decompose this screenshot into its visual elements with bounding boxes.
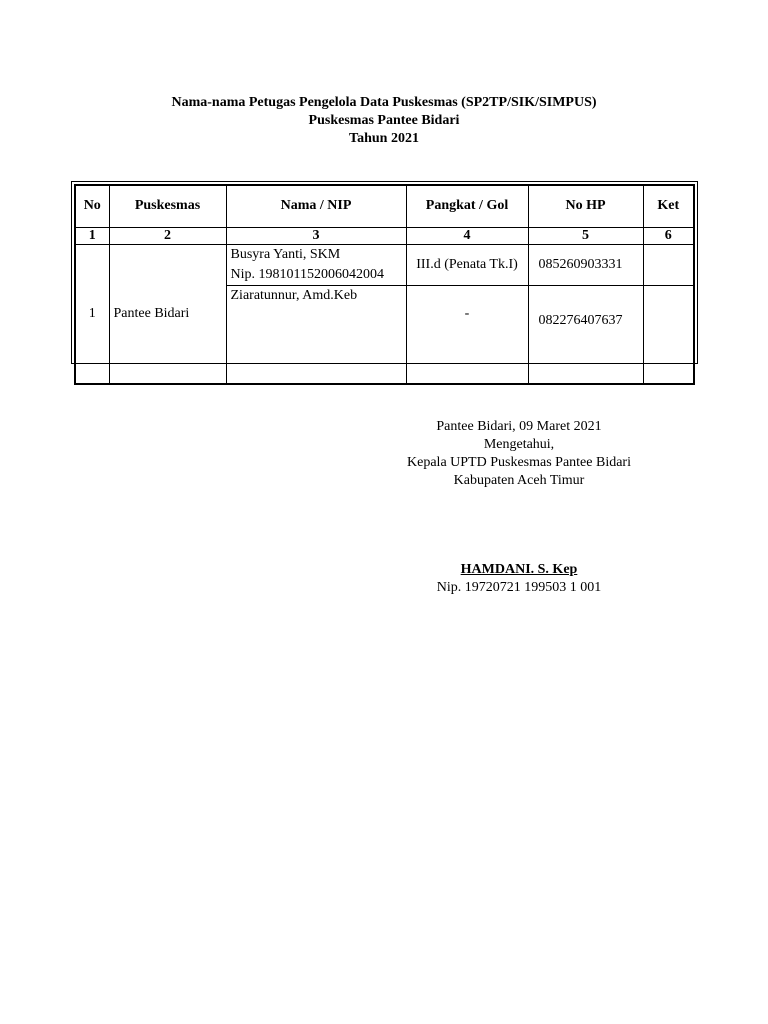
acknowledged-label: Mengetahui, <box>483 437 555 452</box>
row-puskesmas: Pantee Bidari <box>109 244 226 384</box>
signature-block <box>360 418 678 490</box>
signer-nip: Nip. 19720721 199503 1 001 <box>436 580 602 595</box>
staff-table-frame <box>71 181 698 364</box>
signer-position: Kepala UPTD Puskesmas Pantee Bidari <box>407 455 631 470</box>
staff-table <box>74 184 695 385</box>
column-number-row <box>75 227 694 244</box>
title-line-2: Puskesmas Pantee Bidari <box>308 113 460 128</box>
header-no: No <box>75 185 109 227</box>
staff-2-pangkat: - <box>406 285 528 384</box>
table-row <box>75 244 694 285</box>
header-pangkat-gol: Pangkat / Gol <box>406 185 528 227</box>
column-number: 6 <box>643 227 694 244</box>
header-ket: Ket <box>643 185 694 227</box>
staff-2-ket <box>643 285 694 384</box>
column-number: 2 <box>109 227 226 244</box>
signer-identity <box>360 561 678 597</box>
staff-1-hp: 085260903331 <box>528 244 643 285</box>
column-number: 3 <box>226 227 406 244</box>
column-number: 1 <box>75 227 109 244</box>
column-number: 4 <box>406 227 528 244</box>
staff-1-pangkat: III.d (Penata Tk.I) <box>406 244 528 285</box>
row-no: 1 <box>75 244 109 384</box>
staff-2-hp: 082276407637 <box>528 285 643 384</box>
signer-region: Kabupaten Aceh Timur <box>453 473 585 488</box>
title-line-1: Nama-nama Petugas Pengelola Data Puskesmas (SP2TP/SIK/SIMPUS) <box>171 95 597 110</box>
staff-1-nama: Busyra Yanti, SKM <box>230 246 341 262</box>
column-number: 5 <box>528 227 643 244</box>
document-title <box>0 94 768 148</box>
staff-1-ket <box>643 244 694 285</box>
signer-name: HAMDANI. S. Kep <box>460 562 578 577</box>
table-header-row <box>75 185 694 227</box>
header-nama-nip: Nama / NIP <box>226 185 406 227</box>
title-line-3: Tahun 2021 <box>349 131 419 146</box>
header-no-hp: No HP <box>528 185 643 227</box>
staff-1-nama-nip <box>226 244 406 285</box>
staff-1-nip: Nip. 198101152006042004 <box>230 266 384 282</box>
staff-2-nama: Ziaratunnur, Amd.Keb <box>226 285 406 384</box>
header-puskesmas: Puskesmas <box>109 185 226 227</box>
place-date: Pantee Bidari, 09 Maret 2021 <box>436 419 602 434</box>
